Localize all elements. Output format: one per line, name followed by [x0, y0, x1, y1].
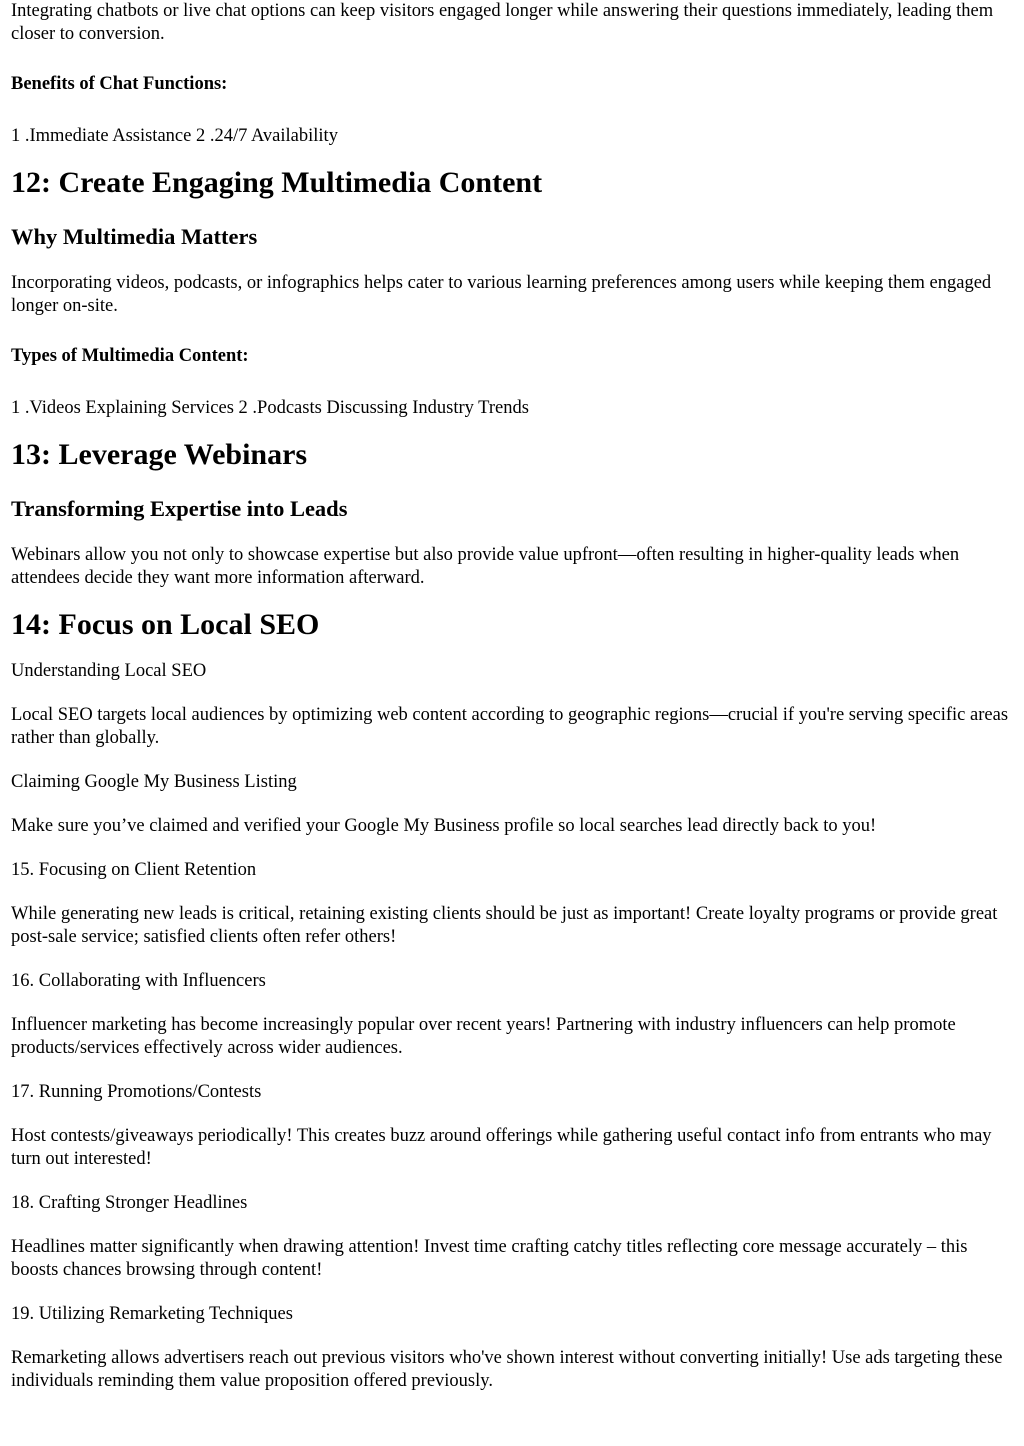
gmb-title: Claiming Google My Business Listing [11, 772, 297, 792]
local-seo-title: Understanding Local SEO [11, 661, 207, 681]
section-13-paragraph: Webinars allow you not only to showcase expertise but also provide value upfront—often resulting in higher-quality leads when attendees decide they want more information afterward. [11, 545, 960, 588]
item-19-title: 19. Utilizing Remarketing Techniques [11, 1304, 293, 1324]
benefits-label: Benefits of Chat Functions: [11, 74, 228, 94]
multimedia-types-label: Types of Multimedia Content: [11, 346, 249, 366]
item-18-text: Headlines matter significantly when drawing attention! Invest time crafting catchy titles reflecting core message accurately – this boosts chances browsing through content! [11, 1237, 968, 1280]
benefits-list: 1 .Immediate Assistance 2 .24/7 Availability [11, 126, 338, 146]
local-seo-text: Local SEO targets local audiences by optimizing web content according to geographic regions—crucial if you're serving specific areas rather than globally. [11, 705, 1009, 748]
gmb-text: Make sure you’ve claimed and verified your Google My Business profile so local searches lead directly back to you! [11, 816, 877, 836]
section-12-subheading: Why Multimedia Matters [11, 224, 258, 249]
multimedia-types-list: 1 .Videos Explaining Services 2 .Podcasts Discussing Industry Trends [11, 398, 529, 418]
item-15-title: 15. Focusing on Client Retention [11, 860, 257, 880]
item-19-text: Remarketing allows advertisers reach out previous visitors who've shown interest without converting initially! Use ads targeting these individuals reminding them value proposition offered previously. [11, 1348, 1003, 1391]
item-15-text: While generating new leads is critical, retaining existing clients should be just as important! Create loyalty programs or provide great post-sale service; satisfied clients often refer others! [11, 904, 998, 947]
item-17-title: 17. Running Promotions/Contests [11, 1082, 262, 1102]
item-18-title: 18. Crafting Stronger Headlines [11, 1193, 248, 1213]
item-17-text: Host contests/giveaways periodically! This creates buzz around offerings while gathering useful contact info from entrants who may turn out interested! [11, 1126, 992, 1169]
section-13-subheading: Transforming Expertise into Leads [11, 496, 348, 521]
section-12-heading: 12: Create Engaging Multimedia Content [11, 166, 543, 199]
section-12-paragraph: Incorporating videos, podcasts, or infographics helps cater to various learning preferences among users while keeping them engaged longer on-site. [11, 273, 992, 316]
item-16-text: Influencer marketing has become increasingly popular over recent years! Partnering with industry influencers can help promote products/services effectively across wider audiences. [11, 1015, 956, 1058]
item-16-title: 16. Collaborating with Influencers [11, 971, 266, 991]
intro-paragraph: Integrating chatbots or live chat options can keep visitors engaged longer while answering their questions immediately, leading them closer to conversion. [11, 1, 994, 44]
section-14-heading: 14: Focus on Local SEO [11, 608, 320, 641]
section-13-heading: 13: Leverage Webinars [11, 438, 308, 471]
